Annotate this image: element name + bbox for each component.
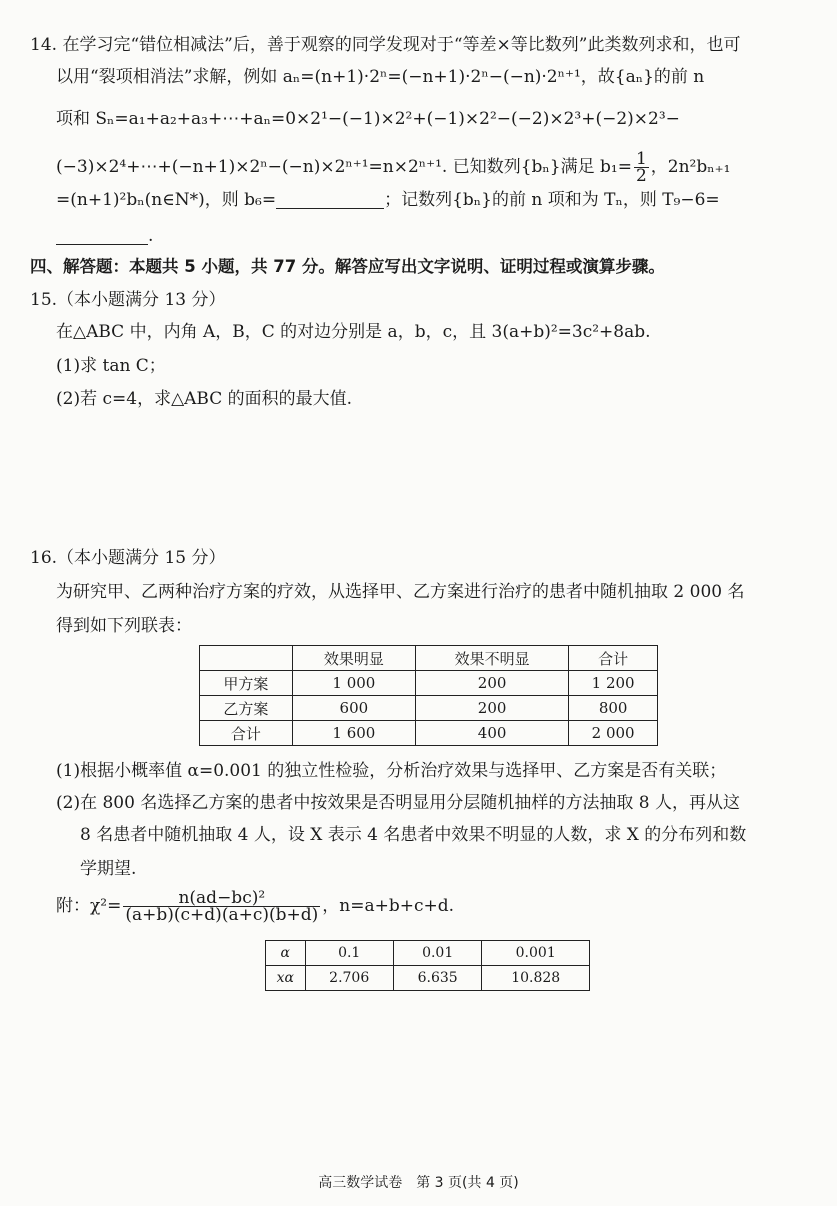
q16-part-2-line-1: (2)在 800 名选择乙方案的患者中按效果是否明显用分层随机抽样的方法抽取 8 人，再从这 [56,793,740,813]
table-cell: α [266,941,306,966]
q14-fraction-numerator: 1 [635,149,647,169]
table-cell: 2.706 [305,966,393,991]
q16-part-2-line-2: 8 名患者中随机抽取 4 人，设 X 表示 4 名患者中效果不明显的人数，求 X 的分布列和数 [80,825,747,845]
q16-header: 16.（本小题满分 15 分） [30,548,226,568]
table-cell: 合计 [200,721,293,746]
chi-square-numerator: n(ad−bc)² [123,890,320,907]
table-cell [200,646,293,671]
table-cell: 10.828 [482,966,590,991]
table-cell: 1 200 [569,671,658,696]
table-cell: 600 [292,696,415,721]
appendix-suffix: ，n=a+b+c+d. [322,896,455,916]
chi-square-fraction [123,890,320,923]
table-cell: 0.1 [305,941,393,966]
q14-line-6 [56,224,153,248]
q16-stem-line-2: 得到如下列联表： [56,616,192,636]
table-cell: 1 000 [292,671,415,696]
q15-part-1: (1)求 tan C； [56,356,166,376]
table-cell: xα [266,966,306,991]
table-cell: 2 000 [569,721,658,746]
chi-square-denominator: (a+b)(c+d)(a+c)(b+d) [125,905,319,925]
table-cell: 800 [569,696,658,721]
table-cell: 甲方案 [200,671,293,696]
q16-part-1: (1)根据小概率值 α=0.001 的独立性检验，分析治疗效果与选择甲、乙方案是否有关联； [56,761,727,781]
table-cell: 0.001 [482,941,590,966]
table-row [266,941,590,966]
q16-stem-line-1: 为研究甲、乙两种治疗方案的疗效，从选择甲、乙方案进行治疗的患者中随机抽取 2 000 名 [56,582,745,602]
table-row [200,721,658,746]
q14-line-4-text-b: ，2n²bₙ₊₁ [650,157,731,177]
page-footer: 高三数学试卷 第 3 页(共 4 页) [318,1175,519,1191]
q16-part-2-line-3: 学期望. [80,859,137,879]
table-cell: 1 600 [292,721,415,746]
table-row [200,671,658,696]
table-cell: 合计 [569,646,658,671]
q14-fraction [634,151,649,184]
answer-blank-b6[interactable] [276,190,384,209]
critical-value-table [265,940,590,991]
contingency-table [199,645,658,746]
q14-line-5 [56,188,720,212]
table-cell: 6.635 [393,966,481,991]
q14-line-2: 以用“裂项相消法”求解，例如 aₙ=(n+1)·2ⁿ=(−n+1)·2ⁿ−(−n)·2ⁿ⁺¹，故{aₙ}的前 n [56,67,705,87]
q14-line-5-text-a: =(n+1)²bₙ(n∈N*)，则 b₆= [56,190,277,210]
table-cell: 乙方案 [200,696,293,721]
q14-line-3: 项和 Sₙ=a₁+a₂+a₃+⋯+aₙ=0×2¹−(−1)×2²+(−1)×2²−(−2)×2³+(−2)×2³− [56,109,680,129]
answer-blank-t9[interactable] [56,226,148,245]
table-cell: 效果明显 [292,646,415,671]
q14-fraction-denominator: 2 [635,166,647,186]
table-cell: 效果不明显 [415,646,568,671]
q14-line-5-text-b: ；记数列{bₙ}的前 n 项和为 Tₙ，则 T₉−6= [384,190,720,210]
q14-line-6-period: . [148,226,154,246]
table-header-row [200,646,658,671]
table-cell: 400 [415,721,568,746]
q15-stem: 在△ABC 中，内角 A，B，C 的对边分别是 a，b，c，且 3(a+b)²=3c²+8ab. [56,322,651,342]
table-row [200,696,658,721]
table-cell: 200 [415,671,568,696]
table-cell: 0.01 [393,941,481,966]
q14-line-1: 14. 在学习完“错位相减法”后，善于观察的同学发现对于“等差×等比数列”此类数列求和，也可 [30,35,741,55]
q14-line-4-text-a: (−3)×2⁴+⋯+(−n+1)×2ⁿ−(−n)×2ⁿ⁺¹=n×2ⁿ⁺¹. 已知数列{bₙ}满足 b₁= [56,157,632,177]
q15-header: 15.（本小题满分 13 分） [30,290,226,310]
appendix-prefix: 附：χ²= [56,896,122,916]
section-heading: 四、解答题：本题共 5 小题，共 77 分。解答应写出文字说明、证明过程或演算步骤。 [30,257,665,276]
table-cell: 200 [415,696,568,721]
q15-part-2: (2)若 c=4，求△ABC 的面积的最大值. [56,389,353,409]
table-row [266,966,590,991]
q14-line-4 [56,151,730,184]
appendix-formula [56,890,454,923]
